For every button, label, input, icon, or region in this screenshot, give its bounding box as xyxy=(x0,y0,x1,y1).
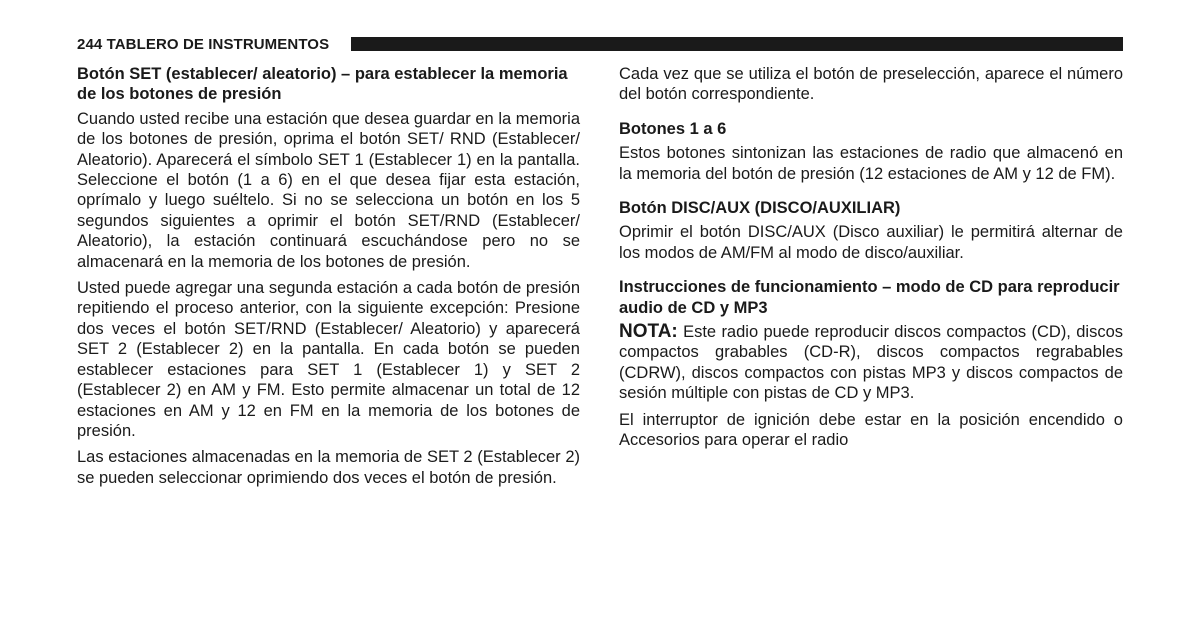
paragraph-set-button-usage: Cuando usted recibe una estación que desea guardar en la memoria de los botones de presión, oprima el botón SET/ RND (Establecer/ Aleatorio). Aparecerá el símbolo SET 1 (Establecer 1) en la pantalla. Seleccione el botón (1 a 6) en el que desea fijar esta estación, oprímalo y luego suéltelo. Si no se selecciona un botón en los 5 segundos siguientes a oprimir el botón SET/RND (Establecer/ Aleatorio), la estación continuará escuchándose pero no se almacenará en la memoria de los botones de presión. xyxy=(77,109,580,271)
page-header-title: 244 TABLERO DE INSTRUMENTOS xyxy=(77,35,330,53)
paragraph-ignition: El interruptor de ignición debe estar en la posición encendido o Accesorios para operar el radio xyxy=(619,410,1123,450)
paragraph-set2-memory: Las estaciones almacenadas en la memoria de SET 2 (Establecer 2) se pueden seleccionar oprimiendo dos veces el botón de presión. xyxy=(77,448,580,487)
section-heading-set-button: Botón SET (establecer/ aleatorio) – para establecer la memoria de los botones de presión xyxy=(77,65,568,104)
paragraph-buttons-1-6: Estos botones sintonizan las estaciones de radio que almacenó en la memoria del botón de presión (12 estaciones de AM y 12 de FM). xyxy=(619,144,1123,183)
left-column xyxy=(77,64,580,494)
section-heading-cd-mode: Instrucciones de funcionamiento – modo de CD para reproducir audio de CD y MP3 xyxy=(619,278,1120,317)
paragraph-preset-display: Cada vez que se utiliza el botón de preselección, aparece el número del botón correspondiente. xyxy=(619,65,1123,104)
note-paragraph xyxy=(619,322,1123,404)
page-header xyxy=(77,33,1123,55)
paragraph-disc-aux: Oprimir el botón DISC/AUX (Disco auxiliar) le permitirá alternar de los modos de AM/FM al modo de disco/auxiliar. xyxy=(619,223,1123,262)
header-rule xyxy=(351,37,1123,51)
right-column xyxy=(619,64,1123,457)
paragraph-second-station: Usted puede agregar una segunda estación a cada botón de presión repitiendo el proceso anterior, con la siguiente excepción: Presione dos veces el botón SET/RND (Establecer/ Aleatorio) y aparecerá SET 2 (Establecer 2) en la pantalla. En cada botón se pueden establecer estaciones para SET 1 (Establecer 1) y SET 2 (Establecer 2) en AM y FM. Esto permite almacenar un total de 12 estaciones en AM y 12 en FM en la memoria de los botones de presión. xyxy=(77,279,580,440)
section-heading-disc-aux: Botón DISC/AUX (DISCO/AUXILIAR) xyxy=(619,199,901,218)
section-heading-buttons-1-6: Botones 1 a 6 xyxy=(619,119,727,138)
note-label: NOTA: xyxy=(619,321,678,343)
note-text: Este radio puede reproducir discos compactos (CD), discos compactos grabables (CD-R), discos compactos regrabables (CDRW), discos compactos con pistas MP3 y discos compactos de sesión múltiple con pistas de CD y MP3. xyxy=(619,323,1123,403)
